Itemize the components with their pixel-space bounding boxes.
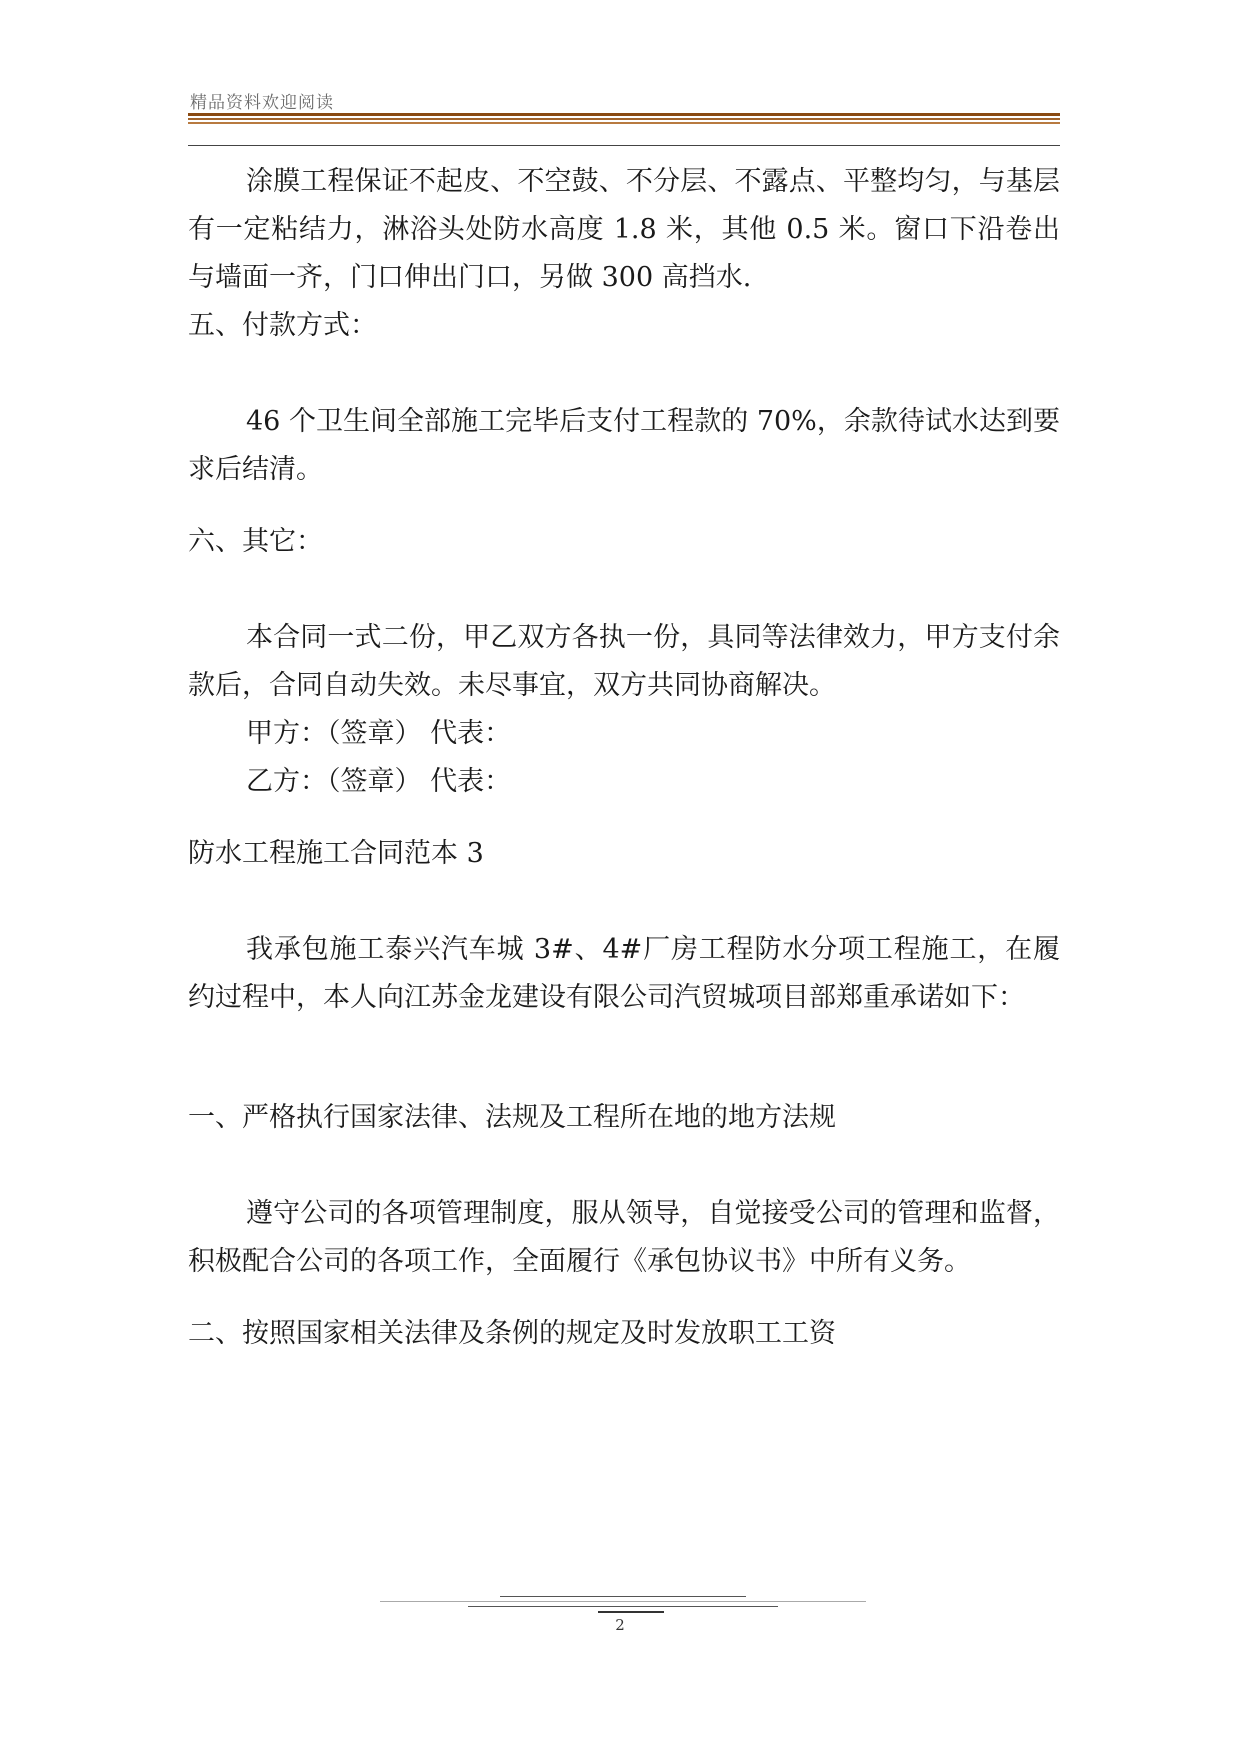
footer-rule-top — [500, 1596, 746, 1597]
heading-obey-laws: 一、严格执行国家法律、法规及工程所在地的地方法规 — [188, 1102, 836, 1133]
footer-rule-accent — [598, 1611, 664, 1613]
header-rule-light — [188, 122, 1060, 124]
footer-rule-bottom — [468, 1606, 778, 1607]
section-title-template-3: 防水工程施工合同范本 3 — [188, 838, 484, 869]
paragraph-coating-requirements: 涂膜工程保证不起皮、不空鼓、不分层、不露点、平整均匀，与基层有一定粘结力，淋浴头处防水高度 1.8 米，其他 0.5 米。窗口下沿卷出与墙面一齐，门口伸出门口，另做 300 高挡水. — [188, 166, 1060, 293]
header-title: 精品资料欢迎阅读 — [190, 93, 334, 113]
signature-party-a: 甲方：（签章） 代表： — [246, 718, 512, 749]
footer-rule-mid — [380, 1601, 866, 1602]
header-rule-mid — [188, 118, 1060, 120]
heading-other: 六、其它： — [188, 526, 323, 557]
paragraph-contract-copies: 本合同一式二份，甲乙双方各执一份，具同等法律效力，甲方支付余款后，合同自动失效。未尽事宜，双方共同协商解决。 — [188, 622, 1060, 701]
header-rule-thin — [188, 145, 1060, 146]
page-number: 2 — [615, 1616, 625, 1634]
paragraph-payment-terms: 46 个卫生间全部施工完毕后支付工程款的 70%，余款待试水达到要求后结清。 — [188, 406, 1060, 485]
signature-party-b: 乙方：（签章） 代表： — [246, 766, 512, 797]
paragraph-commitment-intro: 我承包施工泰兴汽车城 3#、4#厂房工程防水分项工程施工，在履约过程中，本人向江苏金龙建设有限公司汽贸城项目部郑重承诺如下： — [188, 934, 1060, 1013]
paragraph-obey-company-rules: 遵守公司的各项管理制度，服从领导，自觉接受公司的管理和监督，积极配合公司的各项工作，全面履行《承包协议书》中所有义务。 — [188, 1198, 1060, 1277]
header-rule-thick — [188, 113, 1060, 116]
heading-payment-method: 五、付款方式： — [188, 310, 377, 341]
heading-pay-wages: 二、按照国家相关法律及条例的规定及时发放职工工资 — [188, 1318, 836, 1349]
